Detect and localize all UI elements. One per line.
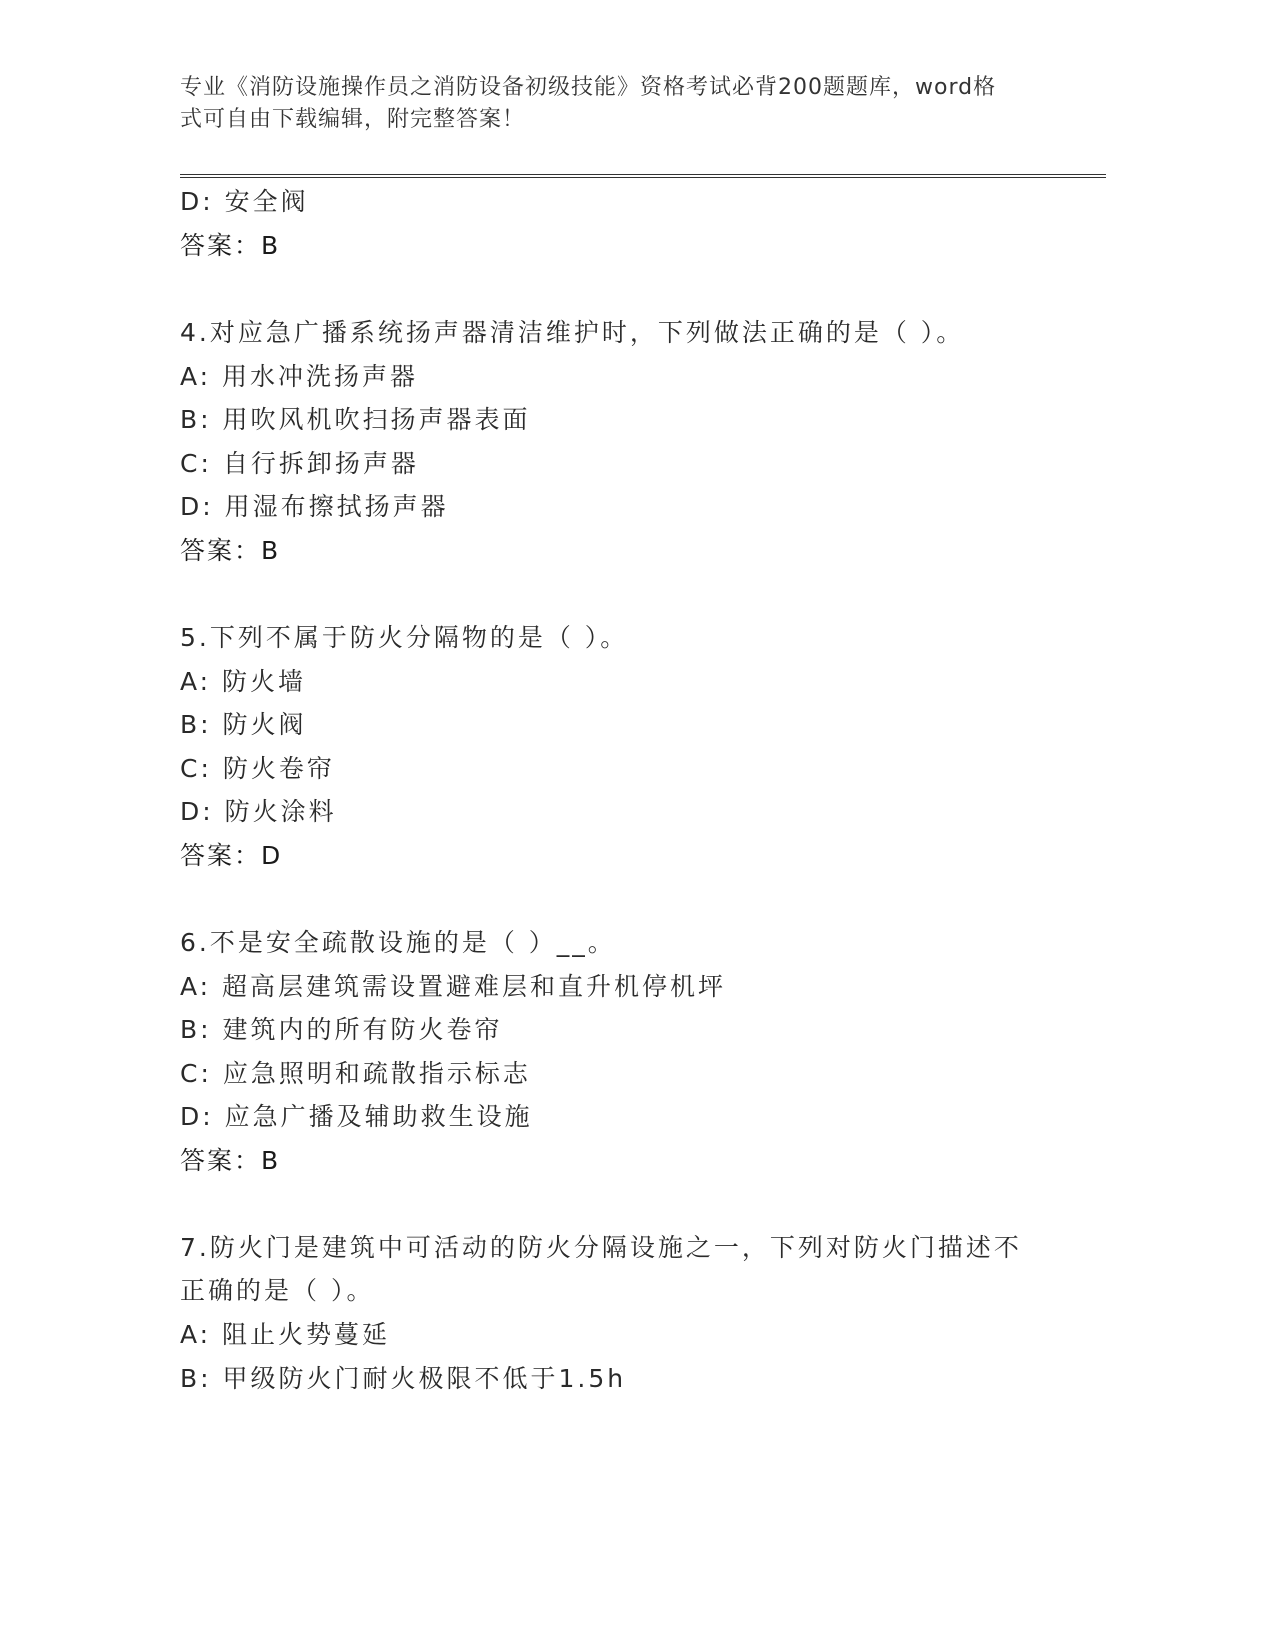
option-d: D: 防火涂料 <box>180 797 337 826</box>
question-stem: 4.对应急广播系统扬声器清洁维护时，下列做法正确的是（ ）。 <box>180 318 965 347</box>
option-c: C: 自行拆卸扬声器 <box>180 449 419 478</box>
answer-line: 答案：B <box>180 1146 281 1175</box>
option-b: B: 用吹风机吹扫扬声器表面 <box>180 405 531 434</box>
option-b: B: 防火阀 <box>180 710 307 739</box>
option-a: A: 超高层建筑需设置避难层和直升机停机坪 <box>180 972 727 1001</box>
header-title-line-2: 式可自由下载编辑，附完整答案！ <box>180 107 526 132</box>
option-b: B: 建筑内的所有防火卷帘 <box>180 1015 503 1044</box>
question-stem-line-2: 正确的是（ ）。 <box>180 1276 375 1305</box>
option-c: C: 应急照明和疏散指示标志 <box>180 1059 531 1088</box>
question-stem: 6.不是安全疏散设施的是（ ）__。 <box>180 928 616 957</box>
question-stem: 5.下列不属于防火分隔物的是（ ）。 <box>180 623 629 652</box>
question-stem-line-1: 7.防火门是建筑中可活动的防火分隔设施之一，下列对防火门描述不 <box>180 1233 1022 1262</box>
option-d: D: 应急广播及辅助救生设施 <box>180 1102 533 1131</box>
option-c: C: 防火卷帘 <box>180 754 335 783</box>
option-a: A: 用水冲洗扬声器 <box>180 362 419 391</box>
answer-line: 答案：D <box>180 841 283 870</box>
option-a: A: 阻止火势蔓延 <box>180 1320 391 1349</box>
option-d: D: 用湿布擦拭扬声器 <box>180 492 449 521</box>
answer-line: 答案：B <box>180 231 281 260</box>
header-title-line-1: 专业《消防设施操作员之消防设备初级技能》资格考试必背200题题库，word格 <box>180 75 997 100</box>
document-header <box>180 72 1040 136</box>
option-d: D: 安全阀 <box>180 187 309 216</box>
answer-line: 答案：B <box>180 536 281 565</box>
header-divider <box>180 174 1106 178</box>
option-b: B: 甲级防火门耐火极限不低于1.5h <box>180 1364 627 1393</box>
option-a: A: 防火墙 <box>180 667 307 696</box>
